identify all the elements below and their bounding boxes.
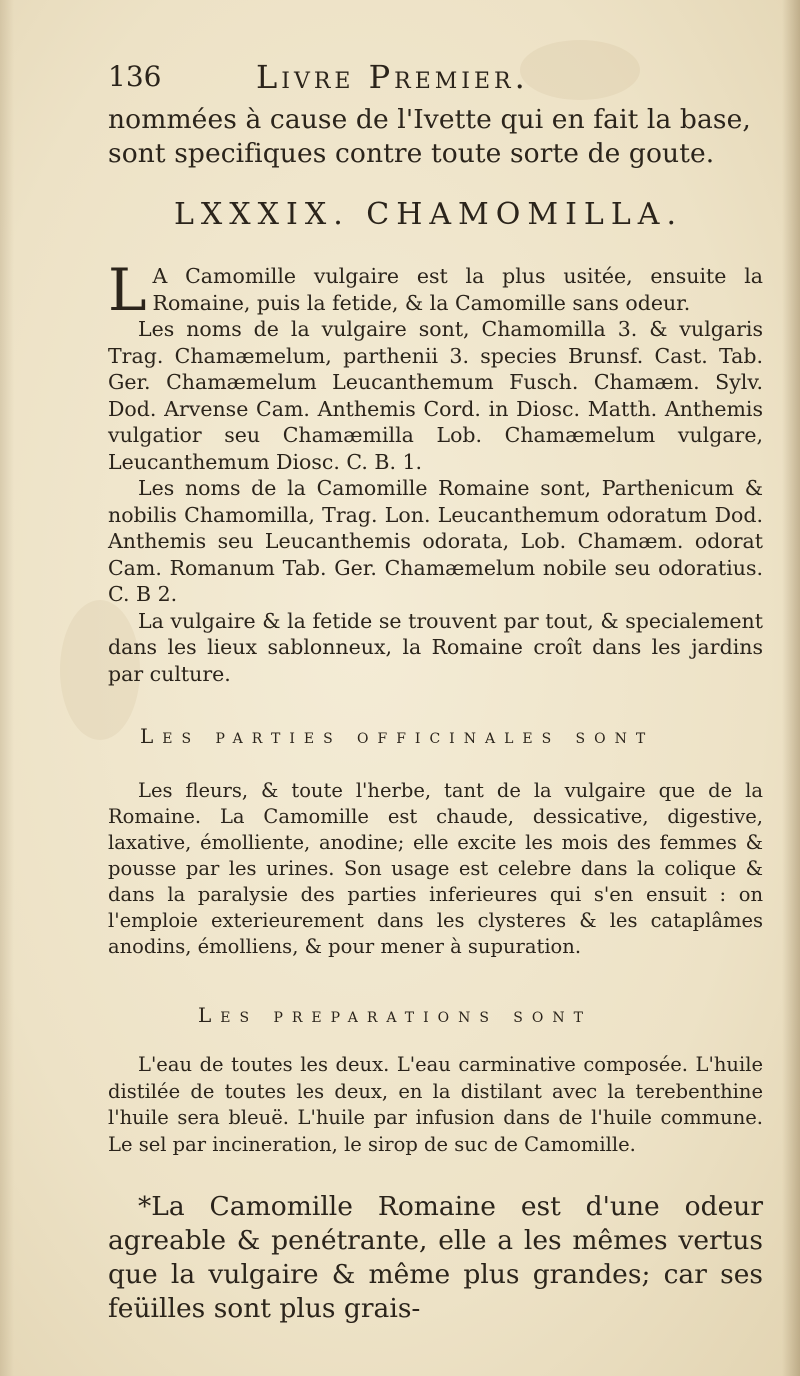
page-shadow-right [782, 0, 800, 1376]
paragraph-names-vulgaire: Les noms de la vulgaire sont, Chamomilla 3. & vulgaris Trag. Chamæmelum, parthenii 3. species Brunsf. Cast. Tab. Ger. Chamæmelum Leucanthemum Fusch. Chamæm. Sylv. Dod. Arvense Cam. Anthemis Cord. in Diosc. Matth. Anthemis vulgatior seu Chamæmilla Lob. Chamæmelum vulgare, Leucanthemum Diosc. C. B. 1. [108, 317, 763, 474]
lead-text: nommées à cause de l'Ivette qui en fait la base, sont specifiques contre toute sorte de goute. [108, 104, 751, 169]
paragraph-names-romaine: Les noms de la Camomille Romaine sont, Parthenicum & nobilis Chamomilla, Trag. Lon. Leucanthemum odoratum Dod. Anthemis seu Leucanthemis odorata, Lob. Chamæm. odorat Cam. Romanum Tab. Ger. Chamæmelum nobile seu odoratius. C. B 2. [108, 476, 763, 606]
running-title: Livre Premier. [256, 58, 529, 96]
section-preparations-body [108, 1052, 763, 1158]
paragraph-habitat: La vulgaire & la fetide se trouvent par tout, & specialement dans les lieux sablonneux, la Romaine croît dans les jardins par culture. [108, 608, 763, 686]
paragraph-preparations: L'eau de toutes les deux. L'eau carminative composée. L'huile distilée de toutes les deux, en la distilant avec la terebenthine l'huile sera bleuë. L'huile par infusion dans de l'huile commune. Le sel par incineration, le sirop de suc de Camomille. [108, 1053, 763, 1156]
page-number: 136 [108, 60, 162, 93]
section-heading-preparations: Les preparations sont [198, 1003, 592, 1027]
paragraph-intro [108, 256, 763, 324]
paragraph-intro-text: A Camomille vulgaire est la plus usitée, ensuite la Romaine, puis la fetide, & la Camomille sans odeur. [152, 264, 763, 315]
paragraph-officinales: Les fleurs, & toute l'herbe, tant de la vulgaire que de la Romaine. La Camomille est chaude, dessicative, digestive, laxative, émolliente, anodine; elle excite les mois des femmes & pousse par les urines. Son usage est celebre dans la colique & dans la paralysie des parties inferieures qui s'en ensuit : on l'emploie exterieurement dans les clysteres & les cataplâmes anodins, émolliens, & pour mener à supuration. [108, 779, 763, 958]
paragraph-closing: *La Camomille Romaine est d'une odeur agreable & penétrante, elle a les mêmes vertus que la vulgaire & même plus grandes; car ses feüilles sont plus grais- [108, 1191, 763, 1324]
drop-cap: L [108, 256, 147, 324]
section-heading-officinales: Les parties officinales sont [140, 724, 655, 748]
chapter-title: LXXXIX. CHAMOMILLA. [174, 197, 683, 232]
page-shadow-left [0, 0, 14, 1376]
section-officinales-body [108, 778, 763, 960]
running-header [108, 58, 608, 98]
closing-body [108, 1190, 763, 1326]
main-body [108, 256, 763, 687]
